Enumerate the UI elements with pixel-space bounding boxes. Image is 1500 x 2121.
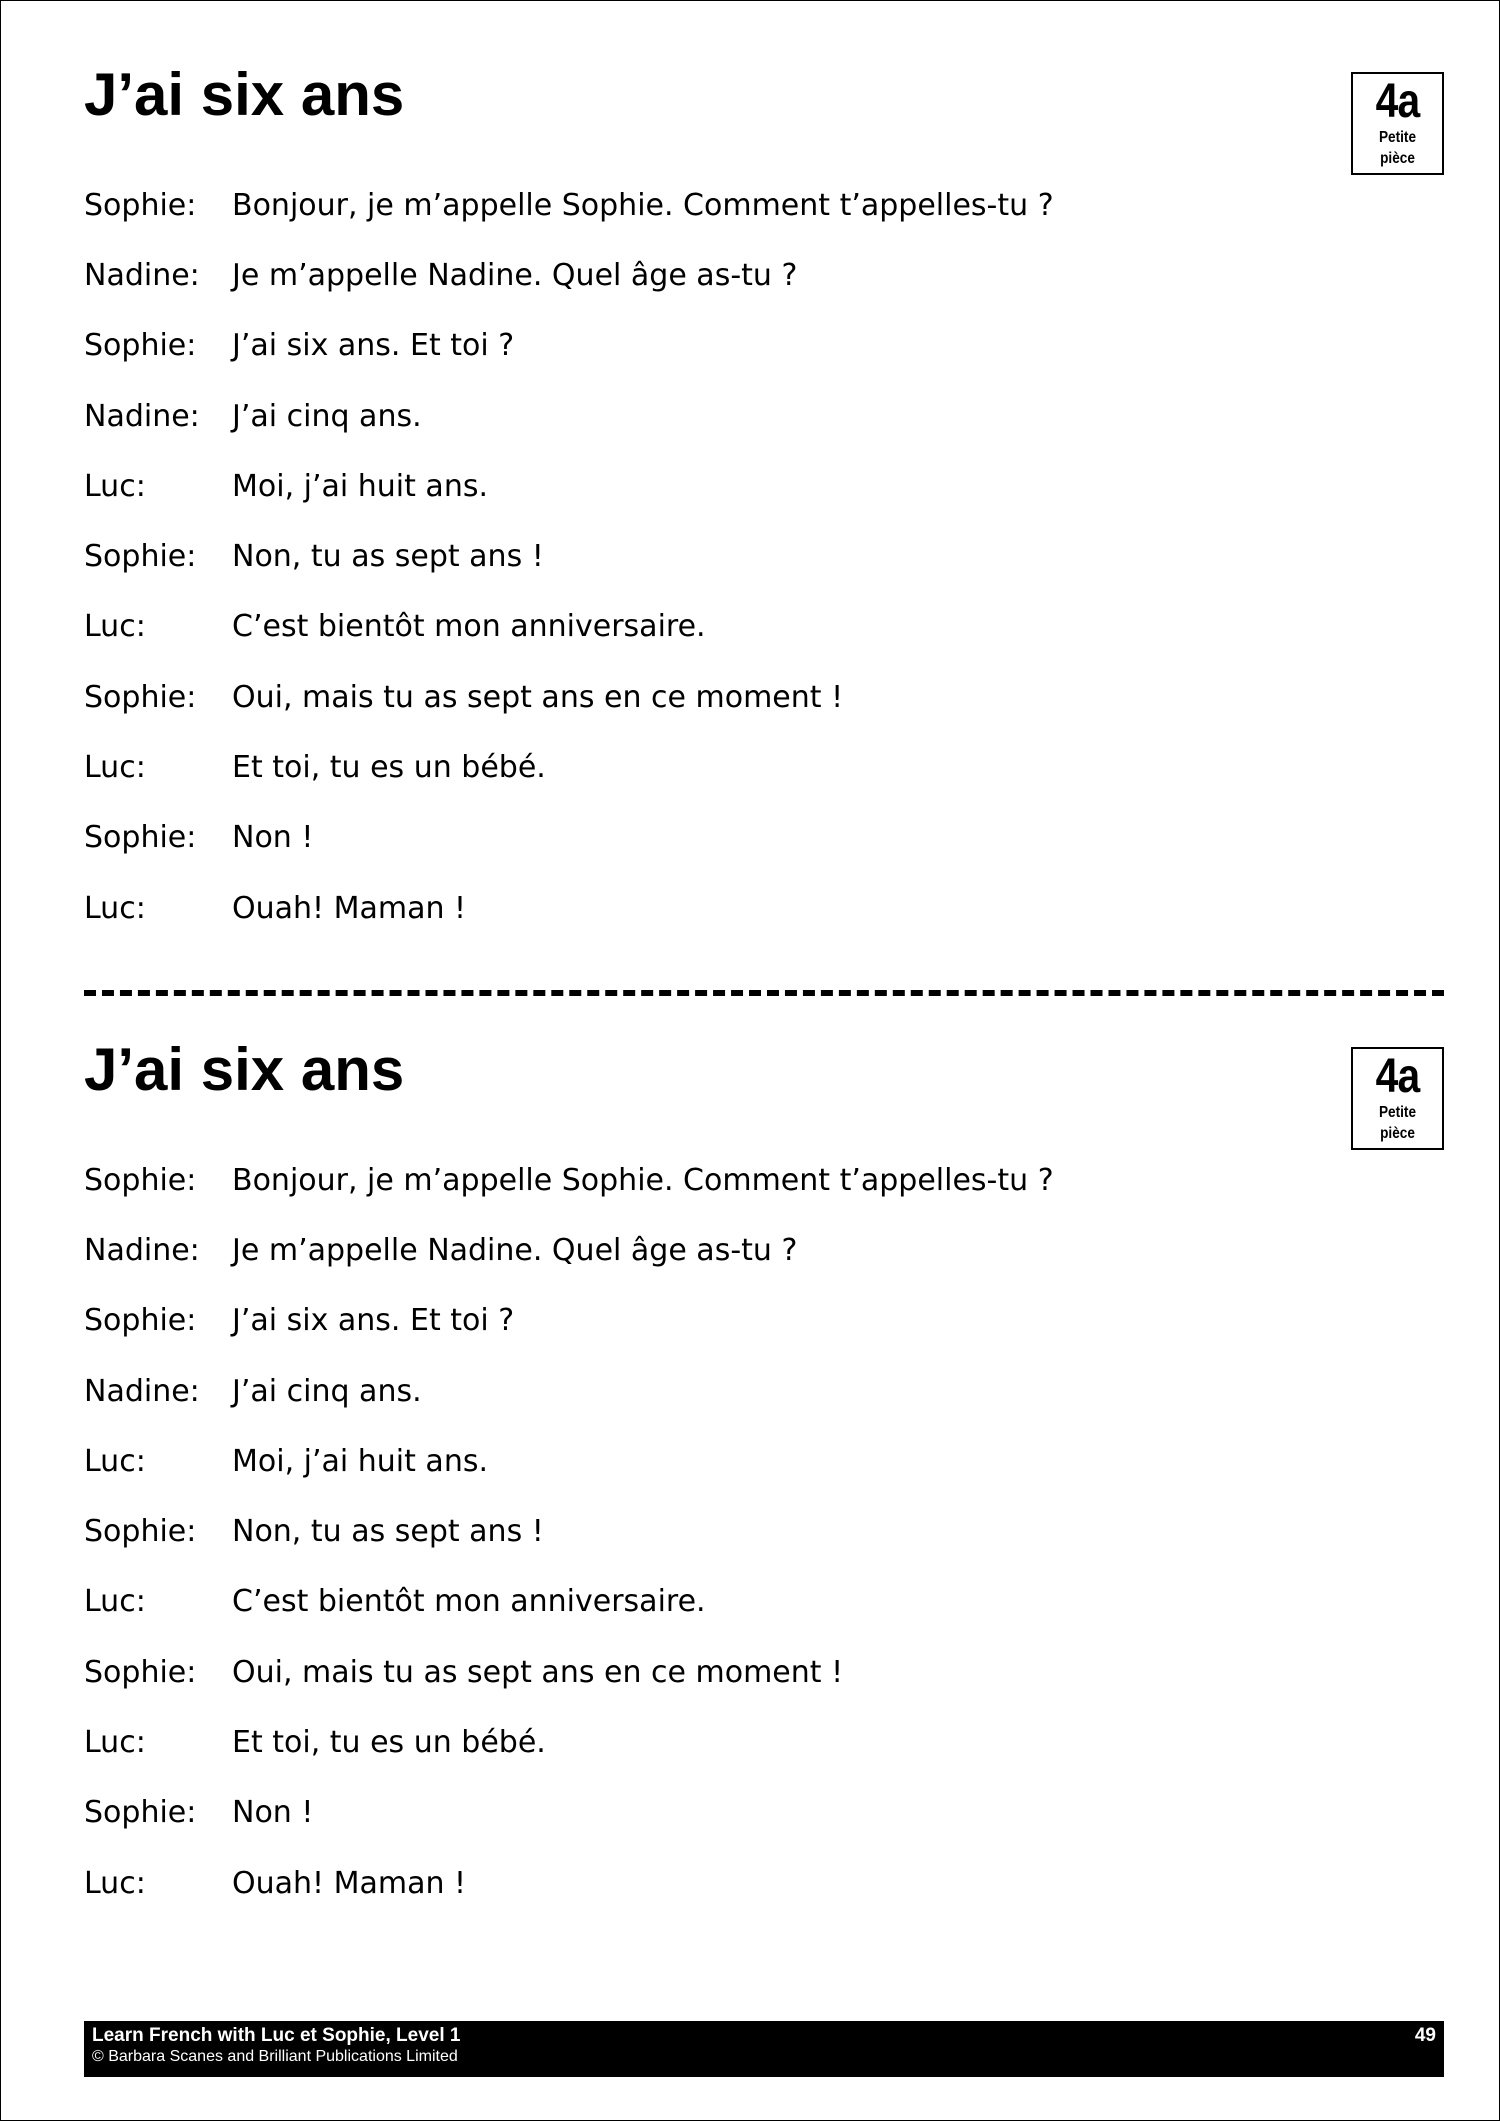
dialogue-line [84,1496,1444,1566]
dialogue-line [84,1145,1444,1215]
speaker-name: Sophie: [84,328,197,364]
badge-label-line-2: pièce [1380,1125,1415,1142]
play-title: J’ai six ans [84,1036,405,1103]
badge-number: 4a [1375,1050,1420,1103]
speaker-name: Luc: [84,750,146,786]
cut-line-divider [84,990,1444,996]
speaker-name: Sophie: [84,187,197,223]
speaker-name: Sophie: [84,1654,197,1690]
speech-text: J’ai cinq ans. [232,398,422,434]
speech-text: C’est bientôt mon anniversaire. [232,609,706,645]
speech-text: Non ! [232,820,314,856]
dialogue-line [84,592,1444,662]
speech-text: Moi, j’ai huit ans. [232,468,488,504]
speaker-name: Nadine: [84,1232,200,1268]
dialogue-line [84,1637,1444,1707]
play-section-1 [84,55,1444,926]
speaker-name: Nadine: [84,398,200,434]
copyright-notice: © Barbara Scanes and Brilliant Publications Limited [92,2048,458,2065]
dialogue-line [84,170,1444,240]
speech-text: J’ai six ans. Et toi ? [232,328,515,364]
speaker-name: Luc: [84,1443,146,1479]
dialogue-line [84,1215,1444,1285]
speaker-name: Sophie: [84,539,197,575]
speaker-name: Luc: [84,1584,146,1620]
page-footer [84,2021,1444,2077]
speech-text: Oui, mais tu as sept ans en ce moment ! [232,679,844,715]
speech-text: Non, tu as sept ans ! [232,539,544,575]
speaker-name: Nadine: [84,257,200,293]
book-title: Learn French with Luc et Sophie, Level 1 [92,2025,461,2046]
dialogue-line [84,311,1444,381]
speech-text: Ouah! Maman ! [232,890,467,926]
play-title: J’ai six ans [84,61,405,128]
speech-text: Je m’appelle Nadine. Quel âge as-tu ? [232,257,798,293]
speech-text: Moi, j’ai huit ans. [232,1443,488,1479]
speech-text: Je m’appelle Nadine. Quel âge as-tu ? [232,1232,798,1268]
speech-text: J’ai six ans. Et toi ? [232,1303,515,1339]
dialogue-line [84,1356,1444,1426]
dialogue-list [84,1145,1444,1918]
dialogue-line [84,1286,1444,1356]
page-number: 49 [1414,2025,1436,2046]
play-section-2 [84,1030,1444,1901]
speech-text: Et toi, tu es un bébé. [232,1725,546,1761]
dialogue-line [84,1426,1444,1496]
dialogue-line [84,662,1444,732]
speaker-name: Sophie: [84,1303,197,1339]
speaker-name: Luc: [84,609,146,645]
worksheet-badge [1351,1047,1444,1150]
speech-text: Bonjour, je m’appelle Sophie. Comment t’appelles-tu ? [232,1162,1054,1198]
speech-text: Bonjour, je m’appelle Sophie. Comment t’appelles-tu ? [232,187,1054,223]
speaker-name: Nadine: [84,1373,200,1409]
dialogue-line [84,240,1444,310]
speaker-name: Luc: [84,468,146,504]
dialogue-line [84,732,1444,802]
dialogue-list [84,170,1444,943]
speech-text: Ouah! Maman ! [232,1865,467,1901]
dialogue-line [84,803,1444,873]
speech-text: Non ! [232,1795,314,1831]
speaker-name: Luc: [84,890,146,926]
dialogue-line [84,1848,1444,1918]
speech-text: J’ai cinq ans. [232,1373,422,1409]
dialogue-line [84,873,1444,943]
worksheet-badge [1351,72,1444,175]
speaker-name: Luc: [84,1865,146,1901]
speaker-name: Sophie: [84,1162,197,1198]
dialogue-line [84,1567,1444,1637]
speaker-name: Sophie: [84,1795,197,1831]
dialogue-line [84,1707,1444,1777]
badge-label-line-1: Petite [1378,129,1417,146]
badge-label-line-2: pièce [1380,150,1415,167]
dialogue-line [84,451,1444,521]
speech-text: Oui, mais tu as sept ans en ce moment ! [232,1654,844,1690]
speech-text: Et toi, tu es un bébé. [232,750,546,786]
speech-text: C’est bientôt mon anniversaire. [232,1584,706,1620]
dialogue-line [84,381,1444,451]
speech-text: Non, tu as sept ans ! [232,1514,544,1550]
speaker-name: Luc: [84,1725,146,1761]
speaker-name: Sophie: [84,820,197,856]
badge-number: 4a [1375,75,1420,128]
dialogue-line [84,1778,1444,1848]
badge-label-line-1: Petite [1378,1104,1417,1121]
speaker-name: Sophie: [84,1514,197,1550]
speaker-name: Sophie: [84,679,197,715]
dialogue-line [84,521,1444,591]
